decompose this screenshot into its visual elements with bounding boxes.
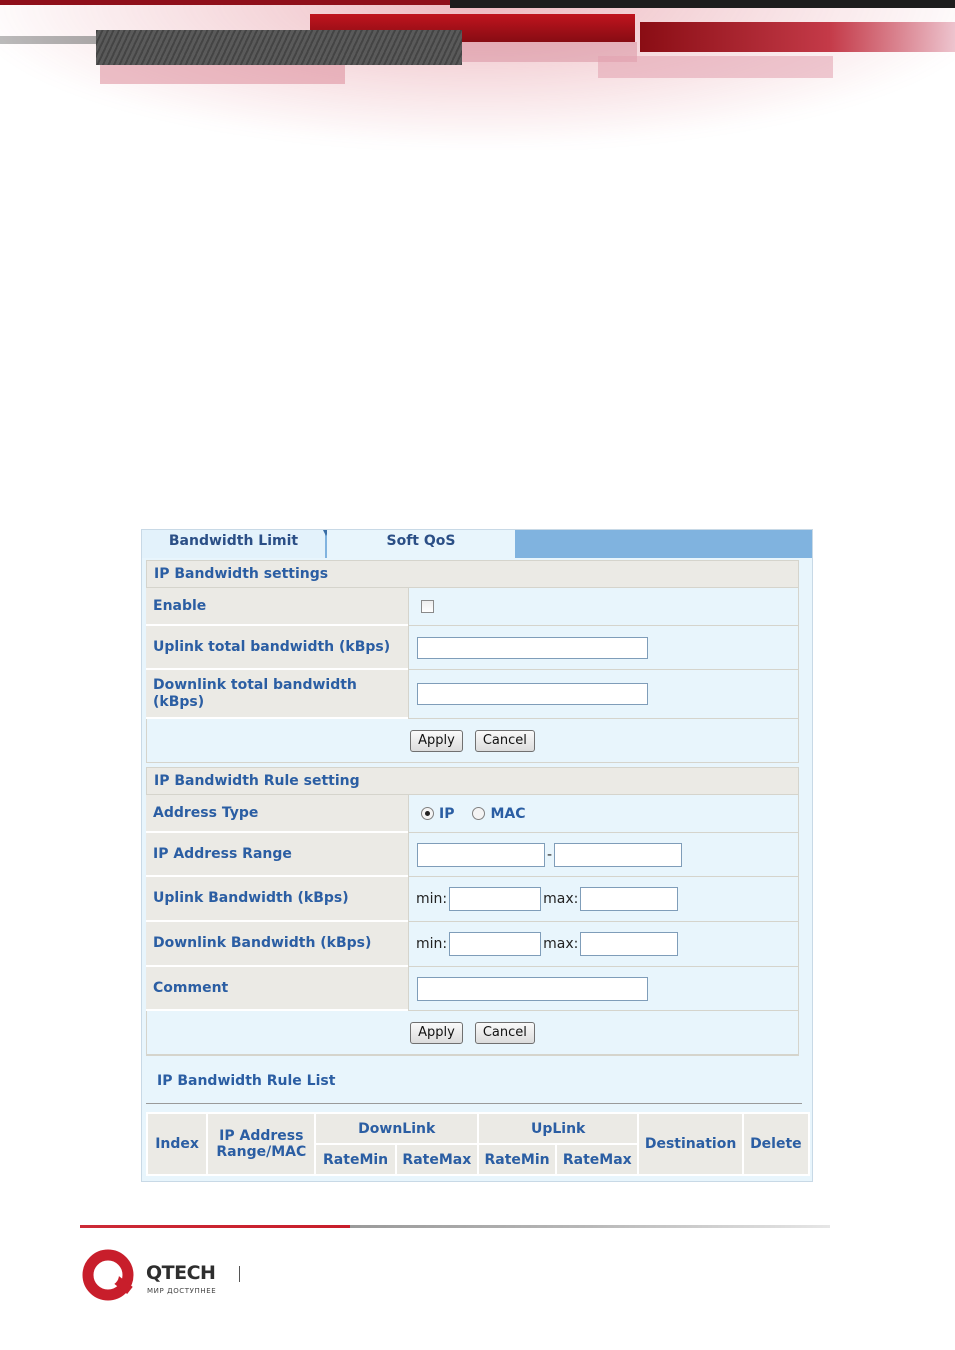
- uplink-min-label: min:: [416, 891, 448, 907]
- ip-range-row: [146, 833, 799, 877]
- ip-range-separator: -: [547, 846, 553, 863]
- downlink-bandwidth-row: [146, 922, 799, 967]
- comment-label: Comment: [146, 967, 408, 1011]
- brand-name: QTECH: [146, 1262, 216, 1284]
- brand-tagline: МИР ДОСТУПНЕЕ: [147, 1287, 217, 1295]
- settings-button-row: [146, 719, 799, 763]
- downlink-min-input[interactable]: [449, 932, 541, 956]
- col-ip-range: IP Address Range/MAC: [207, 1113, 315, 1175]
- rule-button-row: [146, 1011, 799, 1056]
- uplink-bandwidth-label: Uplink Bandwidth (kBps): [146, 877, 408, 922]
- downlink-max-input[interactable]: [580, 932, 678, 956]
- uplink-max-label: max:: [543, 891, 579, 907]
- col-downlink: DownLink: [315, 1113, 477, 1144]
- uplink-min-input[interactable]: [449, 887, 541, 911]
- ip-range-start-input[interactable]: [417, 843, 545, 867]
- downlink-total-input[interactable]: [417, 683, 648, 705]
- footer-separator: [239, 1266, 240, 1282]
- tab-strip: [142, 530, 812, 558]
- col-uplink-ratemin: RateMin: [478, 1144, 556, 1175]
- address-type-row: [146, 795, 799, 833]
- uplink-max-input[interactable]: [580, 887, 678, 911]
- rule-list-divider: [146, 1103, 802, 1104]
- ip-range-end-input[interactable]: [554, 843, 682, 867]
- uplink-bandwidth-row: [146, 877, 799, 922]
- downlink-total-row: [146, 670, 799, 719]
- address-type-ip-label: IP: [439, 805, 455, 822]
- col-uplink-ratemax: RateMax: [556, 1144, 638, 1175]
- address-type-ip-radio[interactable]: [421, 807, 434, 820]
- col-downlink-ratemin: RateMin: [315, 1144, 395, 1175]
- col-index: Index: [147, 1113, 207, 1175]
- col-downlink-ratemax: RateMax: [396, 1144, 478, 1175]
- settings-apply-button[interactable]: Apply: [410, 730, 463, 752]
- qtech-logo-icon: [82, 1248, 138, 1304]
- enable-label: Enable: [146, 588, 408, 626]
- settings-cancel-button[interactable]: Cancel: [475, 730, 535, 752]
- comment-input[interactable]: [417, 977, 648, 1001]
- rule-apply-button[interactable]: Apply: [410, 1022, 463, 1044]
- downlink-bandwidth-label: Downlink Bandwidth (kBps): [146, 922, 408, 967]
- page-header-banner: [0, 0, 955, 150]
- uplink-total-row: [146, 626, 799, 670]
- address-type-mac-radio[interactable]: [472, 807, 485, 820]
- downlink-max-label: max:: [543, 936, 579, 952]
- ip-bandwidth-rule-header: IP Bandwidth Rule setting: [146, 767, 799, 795]
- col-delete: Delete: [743, 1113, 809, 1175]
- footer-divider: [80, 1225, 830, 1228]
- enable-row: [146, 588, 799, 626]
- downlink-min-label: min:: [416, 936, 448, 952]
- uplink-total-input[interactable]: [417, 637, 648, 659]
- ip-bandwidth-settings-header: IP Bandwidth settings: [146, 560, 799, 588]
- comment-row: [146, 967, 799, 1011]
- uplink-total-label: Uplink total bandwidth (kBps): [146, 626, 408, 670]
- rule-list-table: [146, 1112, 810, 1176]
- col-destination: Destination: [638, 1113, 742, 1175]
- rule-list-title: IP Bandwidth Rule List: [157, 1073, 336, 1089]
- downlink-total-label: Downlink total bandwidth (kBps): [146, 670, 408, 719]
- col-uplink: UpLink: [478, 1113, 638, 1144]
- soft-qos-panel: [141, 529, 813, 1182]
- rule-cancel-button[interactable]: Cancel: [475, 1022, 535, 1044]
- ip-range-label: IP Address Range: [146, 833, 408, 877]
- tab-bandwidth-limit[interactable]: Bandwidth Limit: [142, 530, 325, 558]
- address-type-label: Address Type: [146, 795, 408, 833]
- tab-soft-qos[interactable]: Soft QoS: [327, 530, 515, 558]
- enable-checkbox[interactable]: [421, 600, 434, 613]
- address-type-mac-label: MAC: [490, 805, 526, 822]
